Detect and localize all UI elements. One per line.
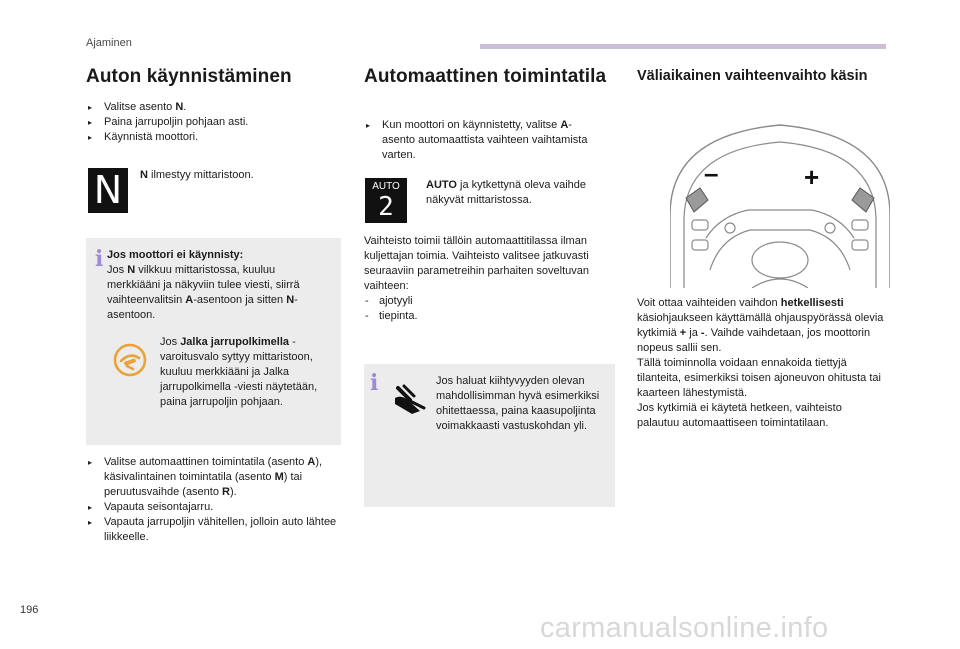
minus-label: – [704, 158, 719, 188]
list-item: - tiepinta. [364, 309, 604, 324]
brake-pedal-warning-icon [112, 342, 148, 378]
list-item: ▸ Valitse asento N. [86, 100, 336, 115]
auto-mode-paragraph: Vaihteisto toimii tällöin automaattitilassa ilman kuljettajan toimia. Vaihteisto valitsee jatkuvasti seuraaviin parametreihin parhaiten soveltuvan vaihteen: [364, 235, 590, 292]
note-max-acceleration-text: Jos haluat kiihtyvyyden olevan mahdollisimman hyvä esimerkiksi ohitettaessa, paina kaasupoljinta voimakkaasti vastuskohdan yli. [436, 375, 600, 432]
info-icon: i [370, 370, 379, 396]
list-item: ▸ Paina jarrupoljin pohjaan asti. [86, 115, 336, 130]
section-title-auto-mode: Automaattinen toimintatila [364, 66, 607, 87]
page-number: 196 [20, 604, 39, 616]
brake-warning-text: Jos Jalka jarrupolkimella -varoitusvalo syttyy mittaristoon, kuuluu merkkiääni ja Jalka jarrupolkimella -viesti näytetään, paina jarrupoljin pohjaan. [160, 336, 318, 408]
parameters-list [364, 294, 604, 324]
accelerator-kickdown-icon [390, 378, 430, 418]
header-bar [480, 44, 886, 49]
info-icon: i [95, 246, 104, 272]
note-max-acceleration [364, 364, 615, 507]
n-indicator-text: N ilmestyy mittaristoon. [140, 169, 254, 181]
manual-shift-paragraph: Voit ottaa vaihteiden vaihdon hetkellisesti käsiohjaukseen käyttämällä ohjauspyörässä olevia kytkimiä + ja -. Vaihde vaihdetaan, jos moottorin nopeus sallii sen. Tällä toiminnolla voidaan ennakoida tiettyjä tilanteita, esimerkiksi toisen ajoneuvon ohitusta tai kaarteen lähestymistä. Jos kytkimiä ei käytetä hetkeen, vaihteisto palautuu automaattiseen toimintatilaan. [637, 297, 884, 429]
auto-steps-list [364, 118, 604, 163]
gear-digit: 2 [378, 192, 394, 222]
section-label: Ajaminen [86, 37, 132, 49]
auto-label: AUTO [372, 181, 400, 192]
auto-indicator-text: AUTO ja kytkettynä oleva vaihde näkyvät mittaristossa. [426, 179, 586, 206]
list-item: - ajotyyli [364, 294, 604, 309]
gear-auto-indicator-icon [365, 178, 407, 223]
start-steps-list [86, 100, 336, 145]
watermark: carmanualsonline.info [540, 612, 829, 644]
plus-label: + [804, 162, 820, 192]
list-item: ▸ Valitse automaattinen toimintatila (asento A), käsivalintainen toimintatila (asento M) tai peruutusvaihde (asento R). [86, 455, 342, 500]
steering-wheel-paddles-illustration [670, 120, 890, 290]
note-engine-not-starting [86, 238, 341, 445]
list-item: ▸ Kun moottori on käynnistetty, valitse A-asento automaattista vaihteen vaihtamista varten. [364, 118, 604, 163]
section-title-starting: Auton käynnistäminen [86, 66, 292, 87]
list-item: ▸ Käynnistä moottori. [86, 130, 336, 145]
drive-steps-list [86, 455, 342, 545]
list-item: ▸ Vapauta seisontajarru. [86, 500, 342, 515]
note-text: Jos moottori ei käynnisty: Jos N vilkkuu mittaristossa, kuuluu merkkiääni ja näkyviin tulee viesti, siirrä vaihteenvalitsin A-asentoon ja sitten N-asentoon. [107, 249, 300, 321]
section-title-manual-shift: Väliaikainen vaihteenvaihto käsin [637, 68, 868, 84]
list-item: ▸ Vapauta jarrupoljin vähitellen, jolloin auto lähtee liikkeelle. [86, 515, 342, 545]
gear-n-indicator-icon: N [88, 168, 128, 213]
